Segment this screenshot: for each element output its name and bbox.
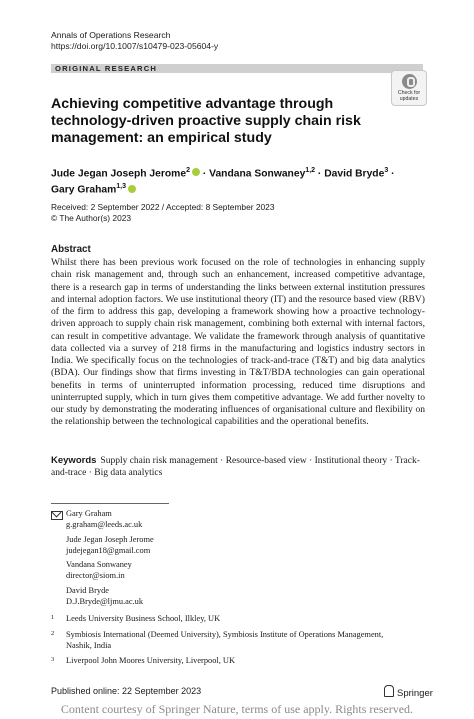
author-name[interactable]: Gary Graham (51, 184, 117, 196)
courtesy-notice: Content courtesy of Springer Nature, terms of use apply. Rights reserved. (60, 702, 414, 716)
check-updates-line2: updates (399, 96, 419, 102)
affiliation-number: 1 (51, 614, 55, 621)
journal-name: Annals of Operations Research (51, 30, 171, 40)
contact-name: David Bryde (66, 586, 110, 595)
author-affil-sup: 2 (186, 167, 190, 174)
affiliation (66, 630, 406, 651)
contact-email[interactable]: g.graham@leeds.ac.uk (66, 519, 143, 529)
author-name[interactable]: David Bryde (324, 168, 385, 180)
orcid-icon[interactable] (128, 185, 136, 193)
contact-email[interactable]: director@siom.in (66, 570, 125, 580)
check-updates-icon (402, 74, 417, 89)
author-name[interactable]: Vandana Sonwaney (209, 168, 306, 180)
section-label: ORIGINAL RESEARCH (55, 64, 158, 73)
publisher-name: Springer (397, 688, 433, 699)
springer-horse-icon (384, 685, 394, 697)
contact-entry (66, 560, 132, 581)
envelope-icon (51, 511, 63, 520)
publisher-logo (384, 685, 433, 699)
section-label-bar (51, 64, 423, 73)
affiliation: Leeds University Business School, Ilkley, UK (66, 614, 221, 623)
copyright: © The Author(s) 2023 (51, 213, 132, 223)
contact-name: Gary Graham (66, 509, 112, 518)
abstract-text: Whilst there has been previous work focused on the role of technologies in enhancing supply chain risk management and, through such an enhancement, increased competitive advantage, there is a research gap in terms of understanding the links between external institution pressures and internal adoption factors. We use institutional theory (IT) and the resource based view (RBV) of the firm to address this gap, developing a framework showing how a proactive technology-driven approach to supply chain risk management, combining both external with internal factors, can result in competitive advantage. We validate the framework through analysis of quantitative data collected via a survey of 218 firms in the manufacturing and logistics industry sectors in India. We specifically focus on the technologies of track-and-trace (T&T) and big data analytics (BDA). Our findings show that firms investing in T&T/BDA technologies can gain operational benefits in terms of uninterrupted information processing, reduced time disruptions and uninterrupted supply, which in turn gives them competitive advantage. We add further novelty to our study by demonstrating the moderating influences of organisational culture and flexibility on the relationship between the technological capabilities and the operational benefits. (51, 257, 425, 428)
keywords-label: Keywords (51, 455, 97, 466)
author-separator: · (317, 168, 322, 180)
affiliation-number: 3 (51, 656, 55, 663)
keywords-text: Supply chain risk management · Resource-based view · Institutional theory · Track-and-trace · Big data analytics (51, 456, 420, 479)
contact-entry (66, 509, 142, 530)
affiliation-line: Nashik, India (66, 640, 112, 650)
keywords (51, 455, 425, 479)
affiliation-number: 2 (51, 630, 55, 637)
author-affil-sup: 1,2 (305, 167, 316, 174)
contact-name: Jude Jegan Joseph Jerome (66, 535, 154, 544)
published-date: Published online: 22 September 2023 (51, 686, 202, 696)
footnote-divider (51, 503, 169, 504)
doi-link[interactable]: https://doi.org/10.1007/s10479-023-05604-y (51, 41, 219, 51)
author-separator: · (391, 168, 395, 180)
contact-name: Vandana Sonwaney (66, 560, 132, 569)
check-for-updates-badge[interactable] (391, 70, 427, 106)
affiliation-line: Symbiosis International (Deemed University), Symbiosis Institute of Operations Management, (66, 630, 384, 639)
contact-email[interactable]: judejegan18@gmail.com (66, 545, 151, 555)
author-name[interactable]: Jude Jegan Joseph Jerome (51, 168, 187, 180)
orcid-icon[interactable] (192, 168, 200, 176)
author-list (51, 164, 431, 197)
author-affil-sup: 1,3 (116, 183, 126, 191)
paper-title: Achieving competitive advantage through technology-driven proactive supply chain risk management: an empirical study (51, 96, 361, 146)
abstract-heading: Abstract (51, 244, 91, 255)
affiliation: Liverpool John Moores University, Liverpool, UK (66, 656, 236, 665)
received-accepted-dates: Received: 2 September 2022 / Accepted: 8 September 2023 (51, 202, 275, 212)
check-updates-line1: Check for (397, 90, 421, 96)
author-affil-sup: 3 (384, 167, 389, 174)
author-separator: · (202, 168, 207, 180)
contact-entry (66, 535, 154, 556)
contact-email[interactable]: D.J.Bryde@ljmu.ac.uk (66, 596, 144, 606)
contact-entry (66, 586, 143, 607)
